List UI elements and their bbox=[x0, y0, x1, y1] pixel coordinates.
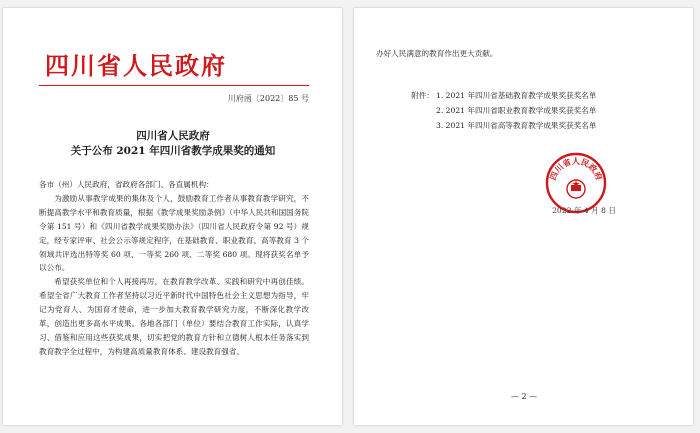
paragraph-2: 希望获奖单位和个人再接再厉，在教育教学改革、实践和研究中再创佳绩。希望全省广大教育工作者坚持以习近平新时代中国特色社会主义思想为指导，牢记为党育人、为国育才使命，进一步加大教育教学研究力度，不断深化教学改革，创造出更多高水平成果。各地各部门（单位）要结合教育工作实际，认真学习、借鉴和应用这些获奖成果，切实把党的教育方针和立德树人根本任务落实到教育教学全过程中，为构建高质量教育体系、建设教育强省、 bbox=[39, 277, 309, 356]
right-page bbox=[354, 8, 693, 425]
red-divider-line bbox=[39, 85, 309, 86]
page-number: — 2 — bbox=[510, 392, 538, 401]
document-number: 川府函〔2022〕85 号 bbox=[227, 94, 309, 103]
notice-title: 关于公布 2021 年四川省教学成果奖的通知 bbox=[70, 145, 276, 157]
notice-body bbox=[39, 178, 309, 359]
signature-date: 2022 年 4 月 8 日 bbox=[552, 206, 616, 215]
attachment-label: 附件： bbox=[411, 91, 434, 100]
paragraph-1: 为激励从事教学成果的集体及个人，鼓励教育工作者从事教育教学研究，不断提高教学水平和教育质量，根据《教学成果奖励条例》（中华人民共和国国务院令第 151 号）和《四川省教学成果奖励办法》（四川省人民政府令第 92 号）规定，经专家评审、社会公示等规定程序，在基础教育、职业教育、高等教育 3 个领域共评选出特等奖 60 项、一等奖 260 项、二等奖 680 项。现将获奖名单予以公布。 bbox=[39, 193, 309, 273]
red-masthead: 四川省人民政府 bbox=[45, 51, 227, 80]
attachment-item: 3. 2021 年四川省高等教育教学成果奖获奖名单 bbox=[436, 121, 597, 131]
notice-title-issuer: 四川省人民政府 bbox=[136, 130, 210, 142]
seal-text: 四川省人民政府 bbox=[547, 156, 605, 182]
left-page bbox=[3, 8, 342, 425]
addressee: 各市（州）人民政府，省政府各部门、各直属机构： bbox=[39, 180, 214, 189]
svg-text:四川省人民政府 bbox=[548, 156, 605, 182]
attachment-list bbox=[392, 88, 672, 134]
attachment-item: 2. 2021 年四川省职业教育教学成果奖获奖名单 bbox=[436, 106, 597, 116]
attachment-item: 附件： 1. 2021 年四川省基础教育教学成果奖获奖名单 bbox=[392, 88, 672, 103]
paragraph-continuation: 办好人民满意的教育作出更大贡献。 bbox=[376, 49, 498, 58]
